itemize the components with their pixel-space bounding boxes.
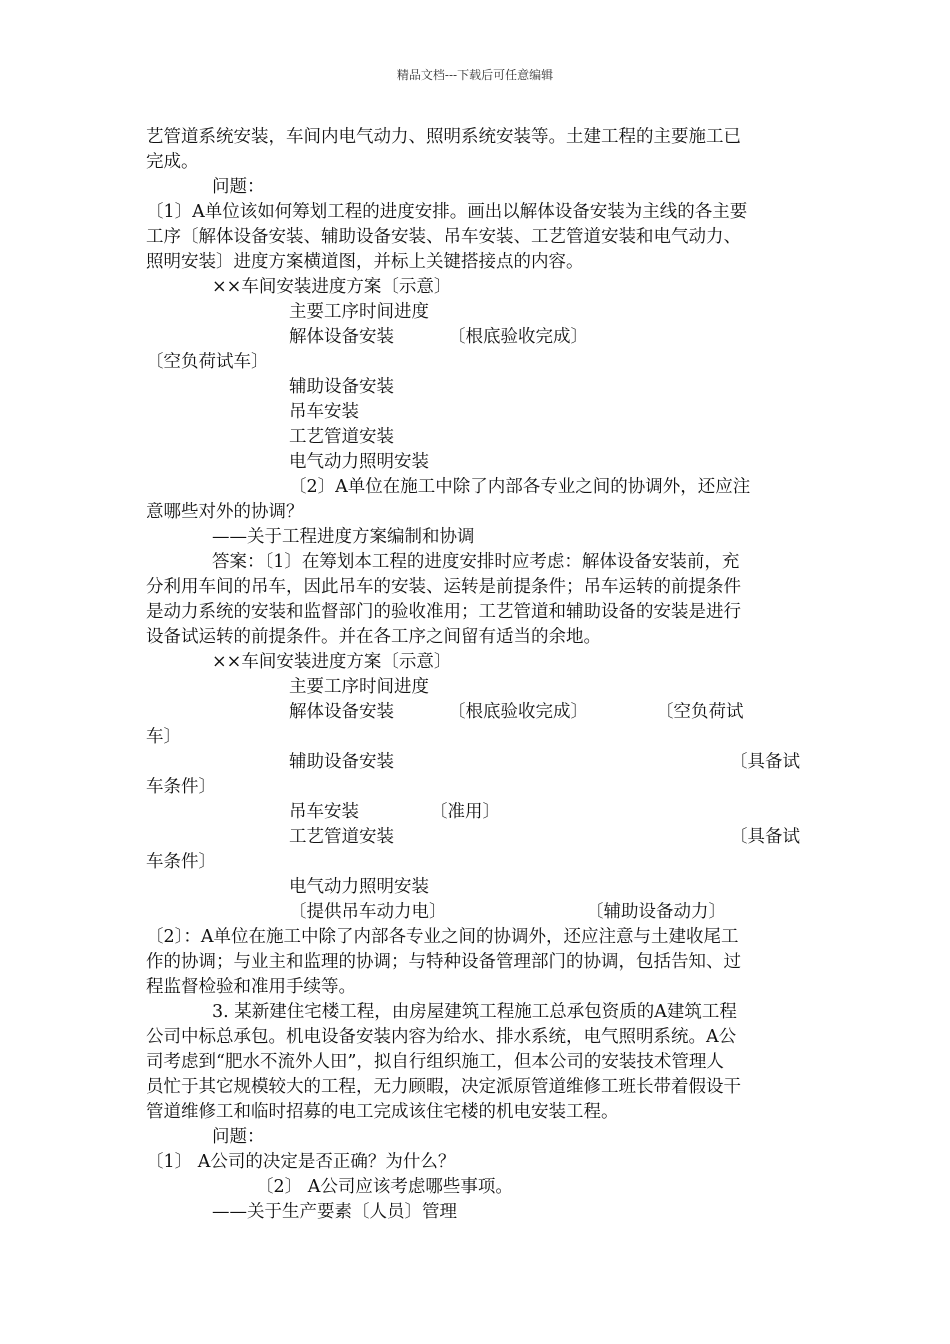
question-heading: 问题：: [212, 177, 265, 197]
schedule-milestone: 〔辅助设备动力〕: [586, 902, 726, 922]
answer-line: 〔2〕：A单位在施工中除了内部各专业之间的协调外，还应注意与土建收尾工: [146, 927, 739, 947]
schedule-milestone: 〔具备试: [730, 827, 800, 847]
schedule-task: 吊车安装: [289, 802, 359, 822]
schedule-row: [146, 750, 800, 775]
schedule-milestone: 〔空负荷试车〕: [146, 352, 269, 372]
text-line: 车〕: [146, 727, 181, 747]
schedule-task: 吊车安装: [289, 402, 359, 422]
schedule-title: ××车间安装进度方案〔示意〕: [212, 652, 452, 672]
text-line: 公司中标总承包。机电设备安装内容为给水、排水系统，电气照明系统。A公: [146, 1027, 737, 1047]
text-line: 完成。: [146, 152, 199, 172]
schedule-task: 解体设备安装: [289, 702, 394, 722]
schedule-row: [146, 900, 800, 925]
text-line: 设备试运转的前提条件。并在各工序之间留有适当的余地。: [146, 627, 601, 647]
schedule-milestone: 〔空负荷试: [656, 702, 744, 722]
page-header: 精品文档---下载后可任意编辑: [396, 68, 554, 82]
text-line: 司考虑到“肥水不流外人田”，拟自行组织施工，但本公司的安装技术管理人: [146, 1052, 724, 1072]
schedule-milestone: 〔根底验收完成〕: [448, 702, 588, 722]
question-item: 〔1〕 A公司的决定是否正确？为什么？: [146, 1152, 456, 1172]
schedule-task: 解体设备安装: [289, 327, 394, 347]
schedule-task: 电气动力照明安装: [289, 877, 429, 897]
schedule-row: [146, 825, 800, 850]
text-line: 分利用车间的吊车，因此吊车的安装、运转是前提条件；吊车运转的前提条件: [146, 577, 741, 597]
schedule-milestone: 〔准用〕: [430, 802, 500, 822]
topic-note: ——关于生产要素〔人员〕管理: [212, 1202, 457, 1222]
text-line: 艺管道系统安装，车间内电气动力、照明系统安装等。土建工程的主要施工已: [146, 127, 741, 147]
schedule-milestone: 〔具备试: [730, 752, 800, 772]
schedule-task: 工艺管道安装: [289, 827, 394, 847]
schedule-task: 电气动力照明安装: [289, 452, 429, 472]
schedule-row: [146, 325, 800, 350]
text-line: 员忙于其它规模较大的工程，无力顾暇，决定派原管道维修工班长带着假设干: [146, 1077, 741, 1097]
text-line: 车条件〕: [146, 777, 216, 797]
text-line: 意哪些对外的协调？: [146, 502, 304, 522]
schedule-row: [146, 700, 800, 725]
schedule-header: 主要工序时间进度: [289, 302, 429, 322]
text-line: 〔1〕A单位该如何筹划工程的进度安排。画出以解体设备安装为主线的各主要: [146, 202, 748, 222]
schedule-milestone: 〔提供吊车动力电〕: [289, 902, 447, 922]
schedule-row: [146, 800, 800, 825]
case-paragraph: 3. 某新建住宅楼工程，由房屋建筑工程施工总承包资质的A建筑工程: [212, 1002, 737, 1022]
text-line: 作的协调；与业主和监理的协调；与特种设备管理部门的协调，包括告知、过: [146, 952, 741, 972]
question-item: 〔2〕 A公司应该考虑哪些事项。: [256, 1177, 513, 1197]
schedule-header: 主要工序时间进度: [289, 677, 429, 697]
text-line: 工序〔解体设备安装、辅助设备安装、吊车安装、工艺管道安装和电气动力、: [146, 227, 741, 247]
text-line: 管道维修工和临时招募的电工完成该住宅楼的机电安装工程。: [146, 1102, 619, 1122]
question-heading: 问题：: [212, 1127, 265, 1147]
document-body: [146, 125, 800, 1225]
text-line: 车条件〕: [146, 852, 216, 872]
schedule-task: 工艺管道安装: [289, 427, 394, 447]
text-line: 〔2〕A单位在施工中除了内部各专业之间的协调外，还应注: [289, 477, 751, 497]
text-line: 程监督检验和准用手续等。: [146, 977, 356, 997]
topic-note: ——关于工程进度方案编制和协调: [212, 527, 475, 547]
text-line: 是动力系统的安装和监督部门的验收准用；工艺管道和辅助设备的安装是进行: [146, 602, 741, 622]
schedule-title: ××车间安装进度方案〔示意〕: [212, 277, 452, 297]
schedule-task: 辅助设备安装: [289, 752, 394, 772]
answer-line: 答案：〔1〕在筹划本工程的进度安排时应考虑：解体设备安装前，充: [212, 552, 740, 572]
schedule-milestone: 〔根底验收完成〕: [448, 327, 588, 347]
text-line: 照明安装〕进度方案横道图，并标上关键搭接点的内容。: [146, 252, 584, 272]
schedule-task: 辅助设备安装: [289, 377, 394, 397]
